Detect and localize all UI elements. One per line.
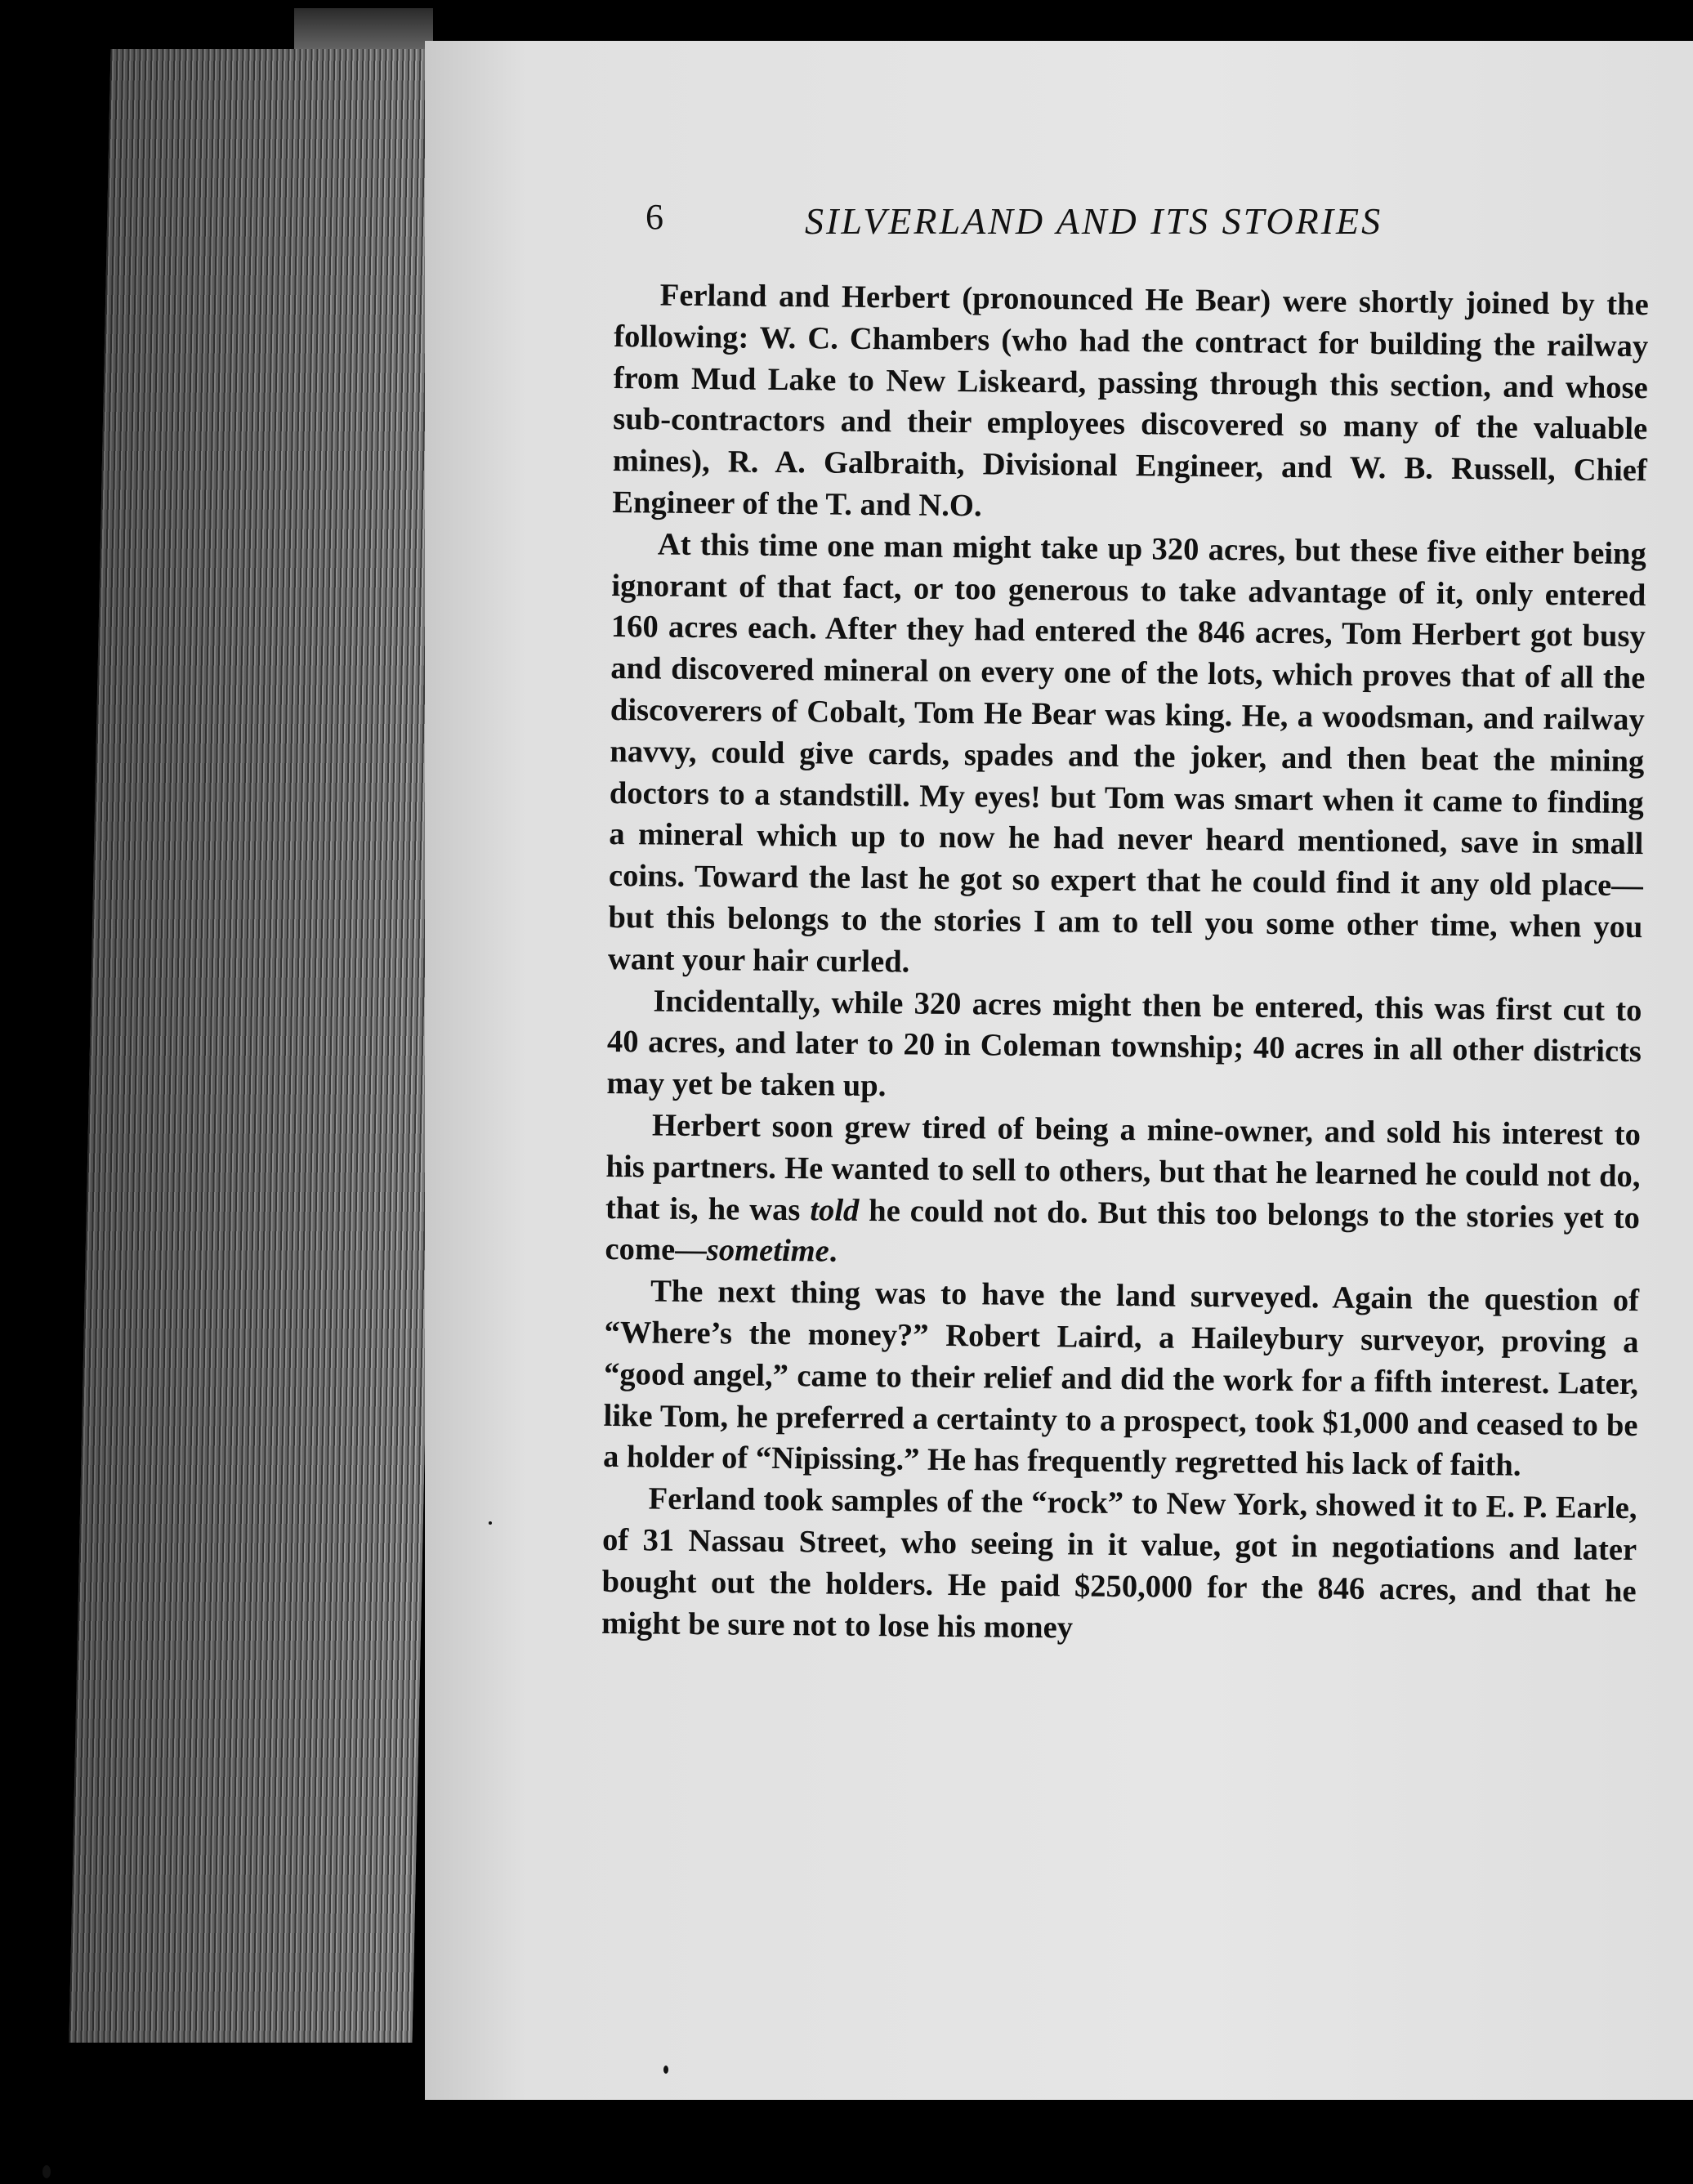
paragraph bbox=[601, 1478, 1637, 1654]
italic-text: sometime bbox=[706, 1233, 829, 1269]
paragraph-text: . bbox=[829, 1234, 838, 1269]
body-text bbox=[601, 275, 1649, 1654]
paragraph bbox=[603, 1271, 1639, 1488]
ink-speck bbox=[42, 2165, 51, 2178]
italic-text: told bbox=[810, 1192, 860, 1228]
paragraph bbox=[605, 1105, 1641, 1280]
paragraph-text: he could not do. But this too belongs to the stories yet to come— bbox=[605, 1193, 1641, 1268]
paragraph bbox=[606, 980, 1642, 1115]
paragraph-text: The next thing was to have the land surveyed. Again the question of “Where’s the money?” Robert Laird, a Haileybury surveyor, proving a “good angel,” came to their relief and did the work for a fifth interest. Later, like Tom, he preferred a certainty to a prospect, took $1,000 and ceased to be a holder of “Nipissing.” He has frequently regretted his lack of faith. bbox=[602, 1274, 1640, 1484]
paragraph-text: Incidentally, while 320 acres might then be entered, this was first cut to 40 acres, and later to 20 in Coleman township; 40 acres in all other districts may yet be taken up. bbox=[606, 984, 1642, 1104]
paragraph bbox=[608, 524, 1646, 990]
ink-speck bbox=[663, 2066, 668, 2074]
paragraph bbox=[612, 275, 1649, 534]
paragraph-text: At this time one man might take up 320 acres, but these five either being ignorant of that fact, or too generous to take advantage of it, only entered 160 acres each. After they had entered the 846 acres, Tom Herbert got busy and discovered mineral on every one of the lots, which proves that of all the discoverers of Cobalt, Tom He Bear was king. He, a woodsman, and railway navvy, could give cards, spades and the joker, and then beat the mining doctors to a standstill. My eyes! but Tom was smart when it came to finding a mineral which up to now he had never heard mentioned, save in small coins. Toward the last he got so expert that he could find it any old place—but this belongs to the stories I am to tell you some other time, when you want your hair curled. bbox=[607, 527, 1646, 980]
paragraph-text: Ferland and Herbert (pronounced He Bear) were shortly joined by the following: W. C. Chambers (who had the contract for building the railway from Mud Lake to New Liskeard, passing through this section, and whose sub-contractors and their employees discovered so many of the valuable mines), R. A. Galbraith, Divisional Engineer, and W. B. Russell, Chief Engineer of the T. and N.O. bbox=[612, 278, 1649, 524]
ink-speck bbox=[489, 1521, 492, 1525]
paragraph-text: Herbert soon grew tired of being a mine-owner, and sold his interest to his partners. He wanted to sell to others, but that he learned he could not do, that is, he was bbox=[605, 1108, 1642, 1227]
book-fore-edge bbox=[69, 49, 453, 2043]
paragraph-text: Ferland took samples of the “rock” to New York, showed it to E. P. Earle, of 31 Nassau Street, who seeing in it value, got in negotiations and later bought out the holders. He paid $250,000 for the 846 acres, and that he might be sure not to lose his money bbox=[601, 1481, 1637, 1645]
page-header bbox=[645, 196, 1512, 253]
running-head: SILVERLAND AND ITS STORIES bbox=[805, 200, 1383, 242]
page-number: 6 bbox=[645, 197, 663, 237]
